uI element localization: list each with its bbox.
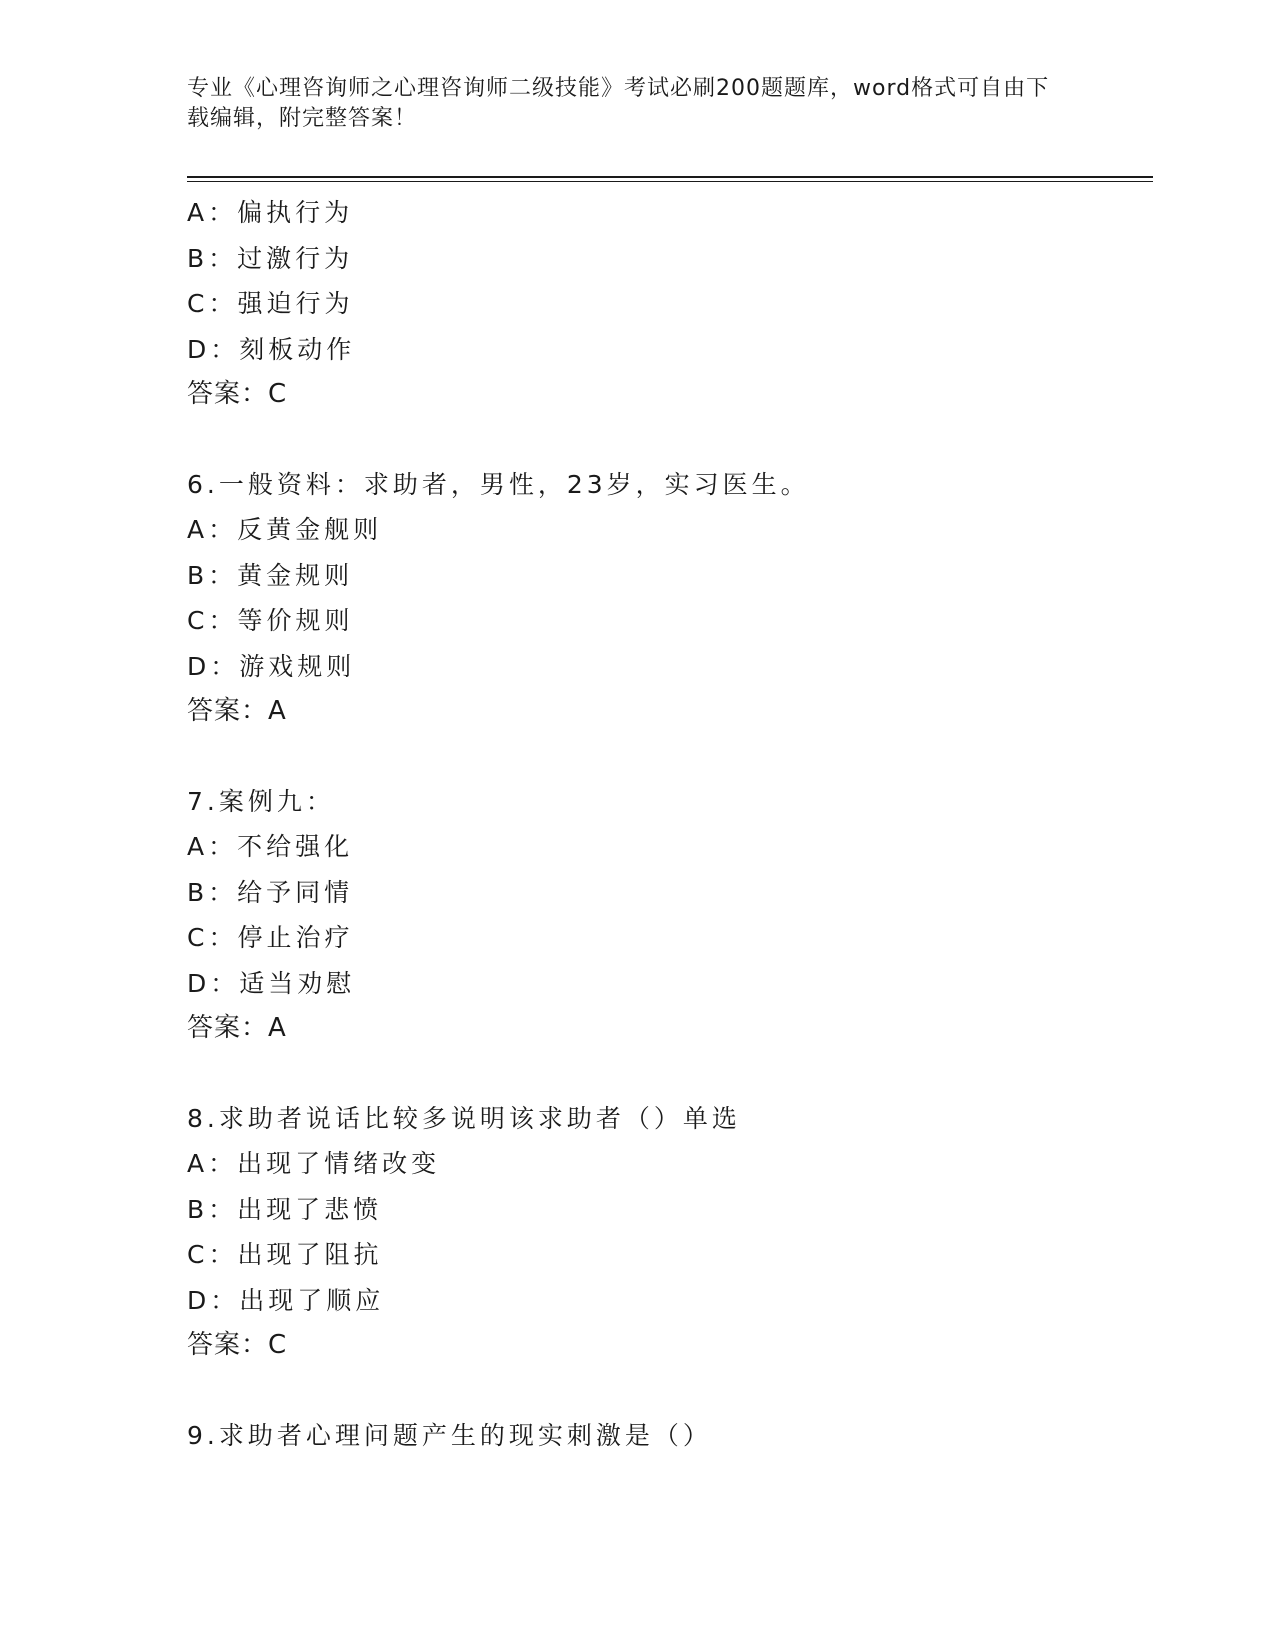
question-list	[187, 190, 1153, 1458]
spacer	[187, 1369, 1153, 1413]
question-text: 9.求助者心理问题产生的现实刺激是（）	[187, 1420, 712, 1450]
question-block-8	[187, 1096, 1153, 1369]
spacer	[187, 1052, 1153, 1096]
question-block-6	[187, 462, 1153, 735]
answer-line: 答案：C	[187, 1330, 288, 1360]
answer-line: 答案：C	[187, 379, 288, 409]
header-divider	[187, 176, 1153, 178]
option-b: B：黄金规则	[187, 560, 354, 590]
question-block-9	[187, 1413, 1153, 1459]
question-text: 7.案例九：	[187, 786, 335, 816]
answer-line: 答案：A	[187, 1013, 287, 1043]
option-d: D：游戏规则	[187, 651, 356, 681]
option-c: C：停止治疗	[187, 923, 354, 952]
option-b: B：过激行为	[187, 243, 354, 273]
spacer	[187, 418, 1153, 462]
option-c: C：强迫行为	[187, 289, 354, 318]
option-d: D：适当劝慰	[187, 968, 356, 998]
option-b: B：出现了悲愤	[187, 1194, 383, 1224]
option-d: D：刻板动作	[187, 334, 356, 364]
question-block-7	[187, 779, 1153, 1052]
option-a: A：反黄金舰则	[187, 515, 383, 544]
question-block-5	[187, 190, 1153, 418]
option-c: C：出现了阻抗	[187, 1240, 383, 1269]
answer-line: 答案：A	[187, 696, 287, 726]
option-a: A：出现了情绪改变	[187, 1149, 441, 1178]
option-c: C：等价规则	[187, 606, 354, 635]
question-text: 8.求助者说话比较多说明该求助者（）单选	[187, 1103, 741, 1133]
header-divider-thin	[187, 181, 1153, 182]
document-intro: 专业《心理咨询师之心理咨询师二级技能》考试必刷200题题库，word格式可自由下载编辑，附完整答案！	[187, 76, 1050, 131]
option-b: B：给予同情	[187, 877, 354, 907]
option-a: A：不给强化	[187, 832, 354, 861]
option-a: A：偏执行为	[187, 198, 354, 227]
question-text: 6.一般资料：求助者，男性，23岁，实习医生。	[187, 469, 810, 499]
option-d: D：出现了顺应	[187, 1285, 385, 1315]
spacer	[187, 735, 1153, 779]
